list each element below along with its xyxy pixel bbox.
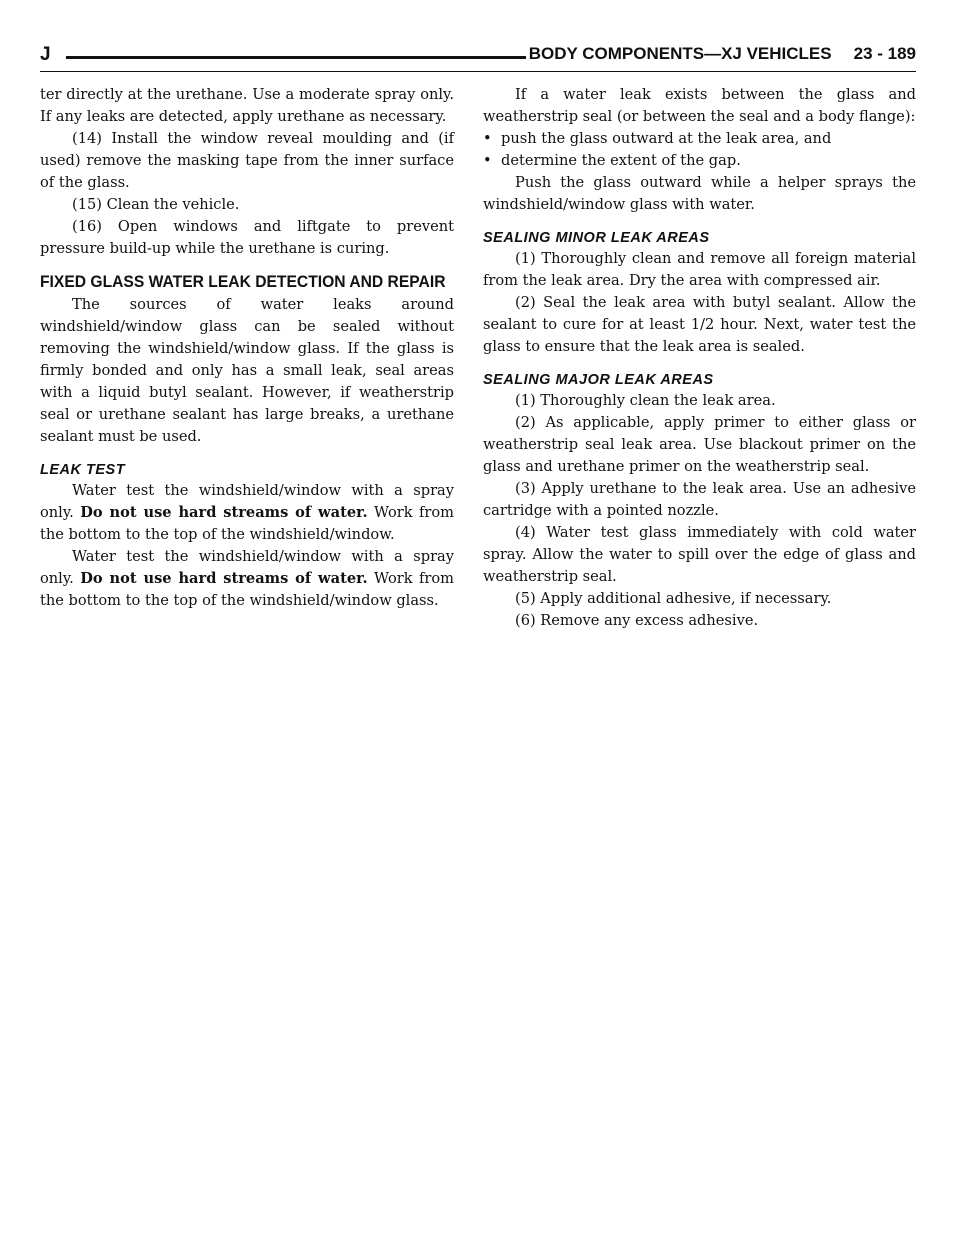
paragraph: The sources of water leaks around windshield/window glass can be sealed without removing the windshield/window glass. If the glass is firmly bonded and only has a small leak, seal areas with a liquid butyl sealant. However, if weatherstrip seal or urethane sealant has large breaks, a urethane sealant must be used.: [40, 296, 454, 445]
text-run: Water test the windshield/window with a spray only.: [40, 482, 454, 521]
bullet-text: push the glass outward at the leak area, and: [501, 130, 832, 147]
subsection-heading: SEALING MINOR LEAK AREAS: [483, 230, 710, 246]
paragraph: If a water leak exists between the glass and weatherstrip seal (or between the seal and a body flange):: [483, 86, 916, 125]
bullet-text: determine the extent of the gap.: [501, 152, 741, 169]
bullet-icon: •: [483, 130, 492, 147]
paragraph: (2) As applicable, apply primer to either glass or weatherstrip seal leak area. Use blackout primer on the glass and urethane primer on the weatherstrip seal.: [483, 414, 916, 475]
header-rule: [66, 56, 526, 59]
right-column: [483, 84, 916, 632]
paragraph: Push the glass outward while a helper sprays the windshield/window glass with water.: [483, 174, 916, 213]
section-heading: FIXED GLASS WATER LEAK DETECTION AND REPAIR: [40, 272, 446, 291]
page-number: 23 - 189: [853, 44, 916, 63]
header-title: BODY COMPONENTS—XJ VEHICLES: [528, 44, 832, 63]
text-run: Work from the bottom to the top of the windshield/window.: [40, 504, 455, 543]
header-underline: [40, 71, 916, 72]
page-header: [40, 44, 916, 70]
paragraph: (6) Remove any excess adhesive.: [515, 612, 759, 629]
text-run: Work from the bottom to the top of the windshield/window glass.: [40, 570, 455, 609]
paragraph: (1) Thoroughly clean the leak area.: [515, 392, 776, 409]
bullet-icon: •: [483, 152, 492, 169]
bold-warning: Do not use hard streams of water.: [80, 570, 368, 587]
paragraph: [40, 480, 454, 546]
bullet-item: [483, 150, 916, 172]
paragraph: (14) Install the window reveal moulding and (if used) remove the masking tape from the inner surface of the glass.: [40, 130, 454, 191]
header-section-letter: J: [40, 44, 51, 65]
paragraph: (4) Water test glass immediately with cold water spray. Allow the water to spill over the edge of glass and weatherstrip seal.: [483, 524, 916, 585]
paragraph: [40, 546, 454, 612]
paragraph: (5) Apply additional adhesive, if necessary.: [515, 590, 832, 607]
paragraph: (16) Open windows and liftgate to prevent pressure build-up while the urethane is curing.: [40, 218, 454, 257]
paragraph: (1) Thoroughly clean and remove all foreign material from the leak area. Dry the area with compressed air.: [483, 250, 916, 289]
paragraph: ter directly at the urethane. Use a moderate spray only. If any leaks are detected, apply urethane as necessary.: [40, 86, 454, 125]
subsection-heading: LEAK TEST: [40, 462, 126, 478]
paragraph: (15) Clean the vehicle.: [72, 196, 240, 213]
subsection-heading: SEALING MAJOR LEAK AREAS: [483, 372, 714, 388]
bold-warning: Do not use hard streams of water.: [80, 504, 368, 521]
left-column: [40, 84, 454, 612]
paragraph: (3) Apply urethane to the leak area. Use an adhesive cartridge with a pointed nozzle.: [483, 480, 916, 519]
paragraph: (2) Seal the leak area with butyl sealant. Allow the sealant to cure for at least 1/2 hour. Next, water test the glass to ensure that the leak area is sealed.: [483, 294, 916, 355]
bullet-item: [483, 128, 916, 150]
text-run: Water test the windshield/window with a spray only.: [40, 548, 454, 587]
header-title-block: [529, 44, 916, 64]
